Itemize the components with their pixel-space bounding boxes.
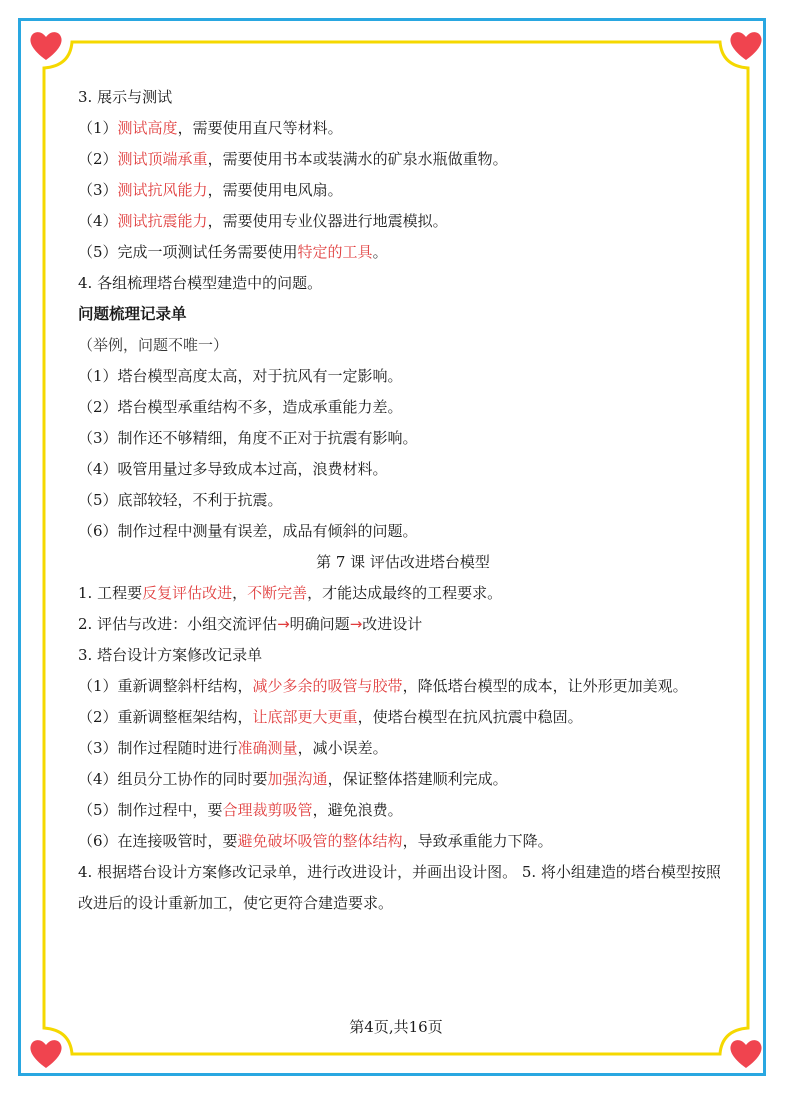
list-item: （2）塔台模型承重结构不多，造成承重能力差。 — [78, 398, 403, 416]
list-item — [78, 144, 728, 175]
highlight-text: 反复评估改进 — [142, 584, 233, 602]
item-text: （3） — [78, 181, 118, 199]
list-item — [78, 826, 728, 857]
heart-icon — [728, 1036, 764, 1070]
highlight-text: 合理裁剪吸管 — [222, 801, 313, 819]
arrow-right-icon: → — [349, 615, 363, 633]
list-item: （3）制作还不够精细，角度不正对于抗震有影响。 — [78, 429, 418, 447]
item-text: ，降低塔台模型的成本，让外形更加美观。 — [402, 677, 688, 695]
paragraph: 4. 根据塔台设计方案修改记录单，进行改进设计，并画出设计图。 5. 将小组建造的塔台模型按照改进后的设计重新加工，使它更符合建造要求。 — [78, 863, 721, 912]
highlight-text: 测试抗震能力 — [117, 212, 208, 230]
record-title: 问题梳理记录单 — [78, 305, 187, 323]
list-item — [78, 175, 728, 206]
item-text: ，保证整体搭建顺利完成。 — [327, 770, 508, 788]
item-text: ，需要使用书本或装满水的矿泉水瓶做重物。 — [207, 150, 508, 168]
page-content — [78, 82, 728, 919]
list-item — [78, 609, 728, 640]
item-text: （3）制作过程随时进行 — [78, 739, 238, 757]
list-item — [78, 578, 728, 609]
heart-icon — [28, 1036, 64, 1070]
list-item: （6）制作过程中测量有误差，成品有倾斜的问题。 — [78, 522, 418, 540]
item-text: ， — [232, 584, 248, 602]
list-item: （4）吸管用量过多导致成本过高，浪费材料。 — [78, 460, 388, 478]
item-text: （5）完成一项测试任务需要使用 — [78, 243, 298, 261]
list-item — [78, 671, 728, 702]
item-text: 。 — [372, 243, 388, 261]
list-item: （1）塔台模型高度太高，对于抗风有一定影响。 — [78, 367, 403, 385]
highlight-text: 测试高度 — [117, 119, 178, 137]
item-text: ，需要使用直尺等材料。 — [177, 119, 343, 137]
item-text: （2） — [78, 150, 118, 168]
item-text: （1） — [78, 119, 118, 137]
list-item — [78, 764, 728, 795]
list-item — [78, 795, 728, 826]
highlight-text: 测试顶端承重 — [117, 150, 208, 168]
item-text: （4）组员分工协作的同时要 — [78, 770, 268, 788]
item-text: 明确问题 — [289, 615, 350, 633]
list-item: （5）底部较轻，不利于抗震。 — [78, 491, 283, 509]
page-number: 第4页,共16页 — [349, 1018, 443, 1036]
item-text: ，才能达成最终的工程要求。 — [307, 584, 503, 602]
section-heading: 3. 塔台设计方案修改记录单 — [78, 646, 263, 664]
arrow-right-icon: → — [277, 615, 290, 633]
item-text: 2. 评估与改进：小组交流评估 — [78, 615, 278, 633]
highlight-text: 让底部更大更重 — [252, 708, 358, 726]
highlight-text: 准确测量 — [237, 739, 298, 757]
item-text: ，减小误差。 — [297, 739, 388, 757]
item-text: ，需要使用电风扇。 — [207, 181, 343, 199]
item-text: ，需要使用专业仪器进行地震模拟。 — [207, 212, 448, 230]
highlight-text: 不断完善 — [247, 584, 308, 602]
list-item — [78, 237, 728, 268]
list-item — [78, 113, 728, 144]
item-text: 改进设计 — [362, 615, 423, 633]
heart-icon — [728, 28, 764, 62]
item-text: （5）制作过程中，要 — [78, 801, 223, 819]
item-text: （4） — [78, 212, 118, 230]
list-item — [78, 206, 728, 237]
item-text: （1）重新调整斜杆结构， — [78, 677, 253, 695]
item-text: ，导致承重能力下降。 — [402, 832, 553, 850]
record-note: （举例，问题不唯一） — [78, 336, 229, 354]
highlight-text: 特定的工具 — [297, 243, 373, 261]
item-text: （2）重新调整框架结构， — [78, 708, 253, 726]
highlight-text: 减少多余的吸管与胶带 — [252, 677, 403, 695]
highlight-text: 加强沟通 — [267, 770, 328, 788]
item-text: ，避免浪费。 — [312, 801, 403, 819]
section-heading: 4. 各组梳理塔台模型建造中的问题。 — [78, 274, 323, 292]
list-item — [78, 733, 728, 764]
highlight-text: 避免破坏吸管的整体结构 — [237, 832, 403, 850]
heart-icon — [28, 28, 64, 62]
item-text: ，使塔台模型在抗风抗震中稳固。 — [357, 708, 583, 726]
item-text: （6）在连接吸管时，要 — [78, 832, 238, 850]
highlight-text: 测试抗风能力 — [117, 181, 208, 199]
item-text: 1. 工程要 — [78, 584, 143, 602]
section-heading: 3. 展示与测试 — [78, 88, 173, 106]
list-item — [78, 702, 728, 733]
lesson-title: 第 7 课 评估改进塔台模型 — [316, 553, 490, 571]
